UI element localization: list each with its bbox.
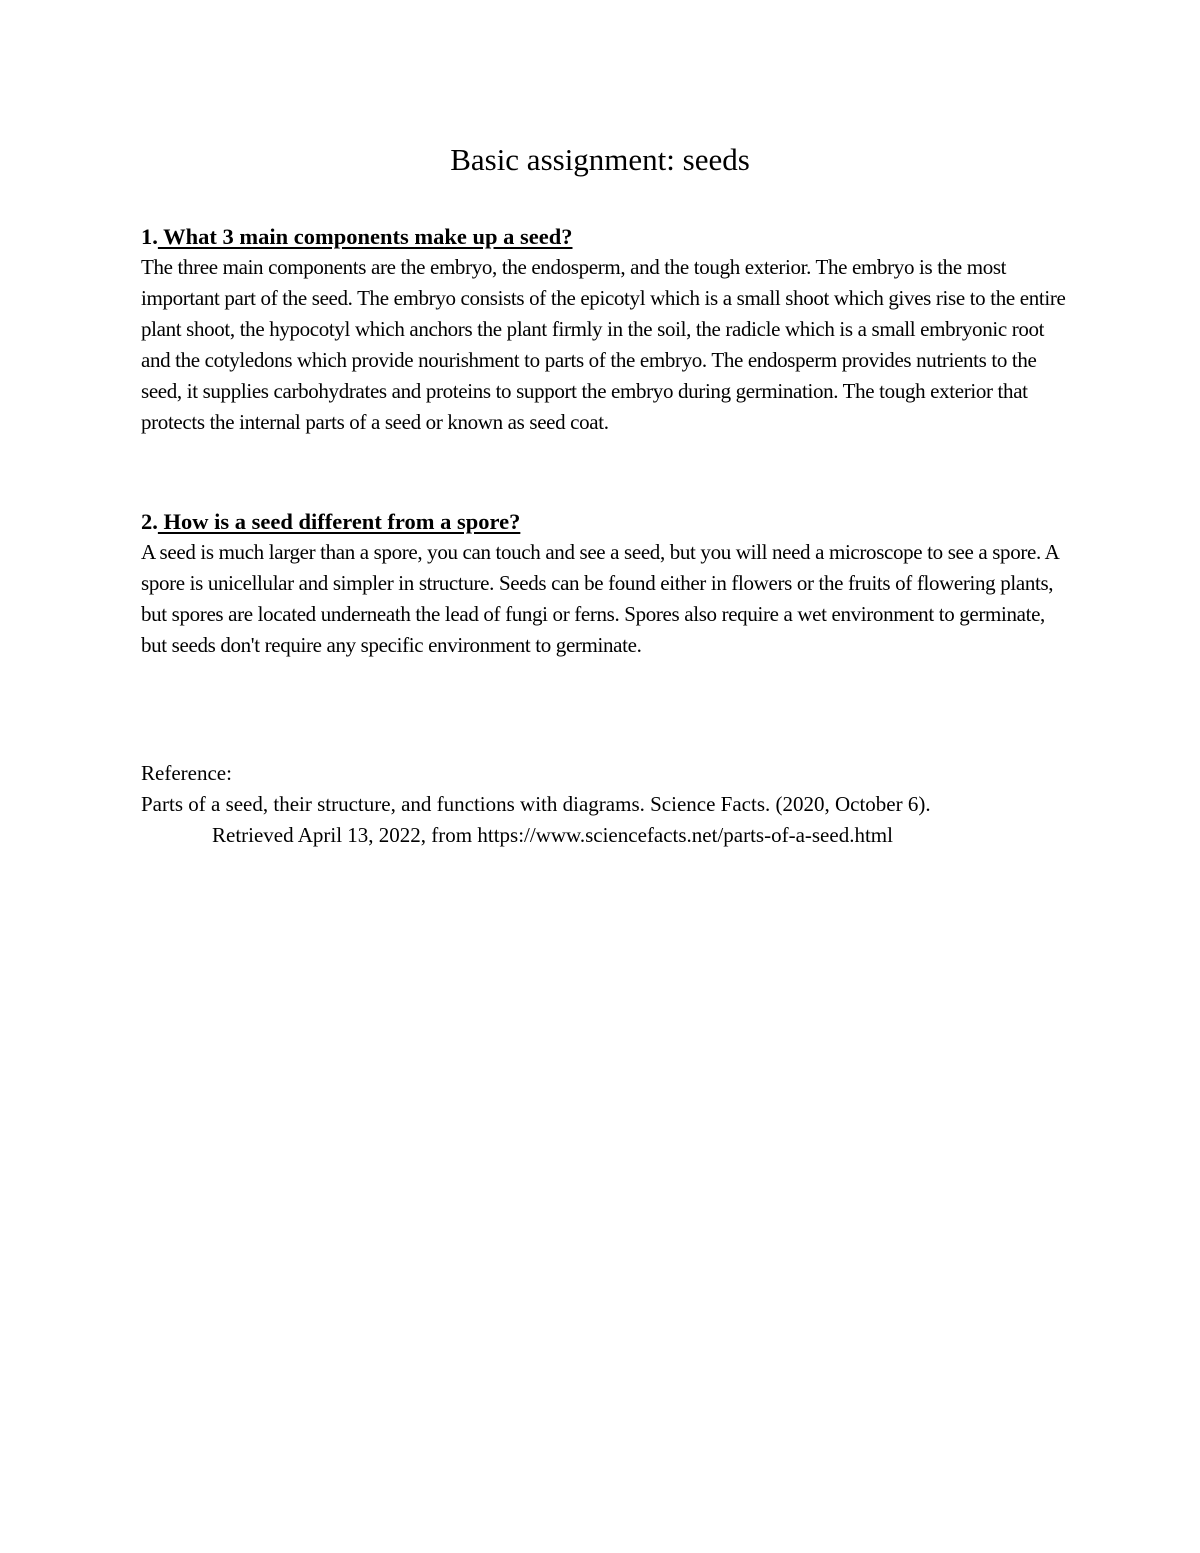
question-text: How is a seed different from a spore? <box>157 509 521 534</box>
question-text: What 3 main components make up a seed? <box>157 224 573 249</box>
answer-paragraph-2: A seed is much larger than a spore, you can touch and see a seed, but you will need a microscope to see a spore. A spore is unicellular and simpler in structure. Seeds can be found either in flowers or the fruits of flowering plants, but spores are located underneath the lead of fungi or ferns. Spores also require a wet environment to germinate, but seeds don't require any specific environment to germinate. <box>141 540 1059 657</box>
question-section-1 <box>141 221 1066 438</box>
reference-section <box>141 758 1066 851</box>
page-title: Basic assignment: seeds <box>450 142 750 177</box>
question-heading-1 <box>141 221 1066 252</box>
question-number: 1. <box>141 224 158 249</box>
question-number: 2. <box>141 509 158 534</box>
reference-citation: Parts of a seed, their structure, and functions with diagrams. Science Facts. (2020, October 6). <box>141 792 931 816</box>
question-heading-2 <box>141 506 1066 537</box>
reference-label: Reference: <box>141 761 232 785</box>
reference-citation-retrieved: Retrieved April 13, 2022, from https://www.sciencefacts.net/parts-of-a-seed.html <box>212 823 893 847</box>
question-section-2 <box>141 506 1066 661</box>
answer-paragraph-1: The three main components are the embryo, the endosperm, and the tough exterior. The embryo is the most important part of the seed. The embryo consists of the epicotyl which is a small shoot which gives rise to the entire plant shoot, the hypocotyl which anchors the plant firmly in the soil, the radicle which is a small embryonic root and the cotyledons which provide nourishment to parts of the embryo. The endosperm provides nutrients to the seed, it supplies carbohydrates and proteins to support the embryo during germination. The tough exterior that protects the internal parts of a seed or known as seed coat. <box>141 255 1066 434</box>
